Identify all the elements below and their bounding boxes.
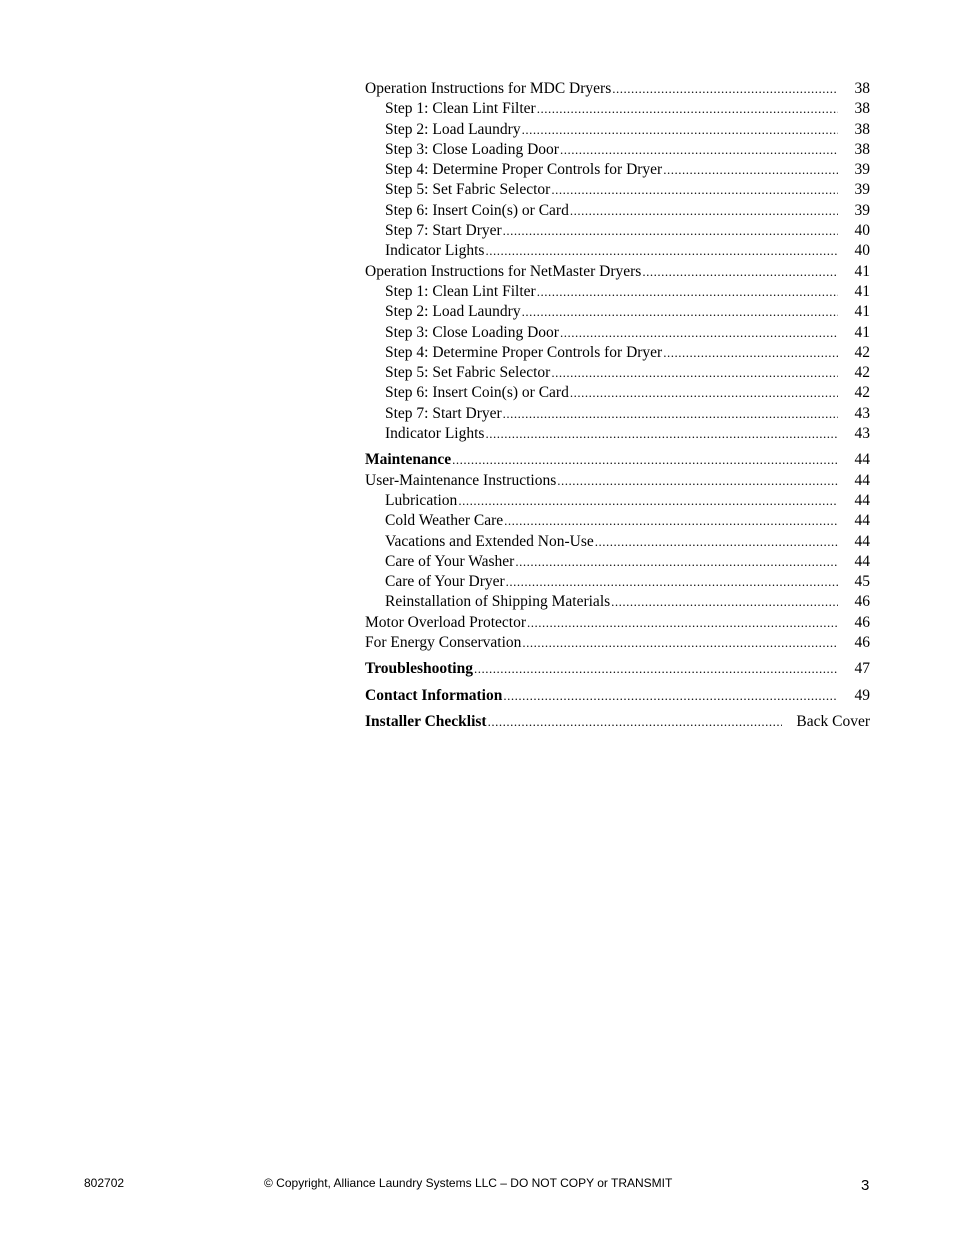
- toc-entry-page: 41: [854, 303, 870, 321]
- toc-dot-leader: [560, 140, 838, 160]
- toc-dot-leader: [474, 659, 838, 679]
- toc-entry[interactable]: [365, 572, 870, 592]
- toc-dot-leader: [551, 180, 838, 200]
- toc-entry-page: 42: [854, 384, 870, 402]
- toc-entry-page: 39: [854, 161, 870, 179]
- toc-dot-leader: [663, 160, 838, 180]
- toc-entry-page: 40: [854, 242, 870, 260]
- toc-entry-page: 43: [854, 425, 870, 443]
- toc-entry-title: Step 6: Insert Coin(s) or Card: [385, 201, 569, 219]
- toc-entry-title: Step 7: Start Dryer: [385, 222, 502, 240]
- toc-entry-title: Motor Overload Protector: [365, 613, 526, 631]
- toc-entry-page: 39: [854, 201, 870, 219]
- toc-entry[interactable]: [365, 592, 870, 612]
- toc-entry-page: 46: [854, 634, 870, 652]
- toc-entry[interactable]: [365, 343, 870, 363]
- toc-dot-leader: [570, 201, 838, 221]
- toc-dot-leader: [458, 491, 838, 511]
- toc-entry-title: Care of Your Dryer: [385, 573, 505, 591]
- table-of-contents: [365, 79, 870, 732]
- toc-entry[interactable]: [365, 282, 870, 302]
- toc-dot-leader: [522, 302, 838, 322]
- toc-dot-leader: [663, 343, 838, 363]
- toc-entry[interactable]: [365, 262, 870, 282]
- toc-entry-page: 41: [854, 323, 870, 341]
- toc-entry-title: Step 1: Clean Lint Filter: [385, 282, 536, 300]
- toc-entry-page: Back Cover: [796, 712, 870, 730]
- toc-entry-title: Vacations and Extended Non-Use: [385, 532, 594, 550]
- toc-entry-title: Step 5: Set Fabric Selector: [385, 181, 551, 199]
- toc-dot-leader: [503, 404, 838, 424]
- toc-entry[interactable]: [365, 180, 870, 200]
- toc-entry-page: 38: [854, 120, 870, 138]
- toc-entry-page: 44: [854, 512, 870, 530]
- toc-entry-page: 44: [854, 471, 870, 489]
- toc-dot-leader: [488, 712, 783, 732]
- toc-entry-title: Step 2: Load Laundry: [385, 303, 521, 321]
- toc-entry-title: User-Maintenance Instructions: [365, 471, 557, 489]
- toc-entry-title: Step 2: Load Laundry: [385, 120, 521, 138]
- toc-entry-page: 38: [854, 100, 870, 118]
- toc-entry-title: Reinstallation of Shipping Materials: [385, 593, 611, 611]
- toc-entry-page: 46: [854, 613, 870, 631]
- toc-entry-title: Step 1: Clean Lint Filter: [385, 100, 536, 118]
- document-number: 802702: [84, 1176, 125, 1190]
- toc-dot-leader: [612, 79, 838, 99]
- toc-entry[interactable]: [365, 491, 870, 511]
- toc-entry[interactable]: [365, 302, 870, 322]
- toc-dot-leader: [595, 532, 838, 552]
- toc-entry-title: Contact Information: [365, 686, 503, 704]
- toc-entry[interactable]: [365, 686, 870, 706]
- toc-entry[interactable]: [365, 552, 870, 572]
- toc-entry[interactable]: [365, 532, 870, 552]
- toc-entry-page: 41: [854, 282, 870, 300]
- toc-entry[interactable]: [365, 241, 870, 261]
- toc-dot-leader: [503, 686, 838, 706]
- toc-entry[interactable]: [365, 79, 870, 99]
- toc-entry-title: Operation Instructions for MDC Dryers: [365, 80, 612, 97]
- toc-entry[interactable]: [365, 424, 870, 444]
- toc-entry-page: 39: [854, 181, 870, 199]
- toc-entry[interactable]: [365, 511, 870, 531]
- toc-entry-page: 40: [854, 222, 870, 240]
- toc-dot-leader: [537, 99, 838, 119]
- toc-dot-leader: [570, 383, 838, 403]
- toc-dot-leader: [557, 471, 838, 491]
- toc-entry-title: Indicator Lights: [385, 242, 485, 260]
- toc-dot-leader: [527, 613, 838, 633]
- toc-entry-page: 41: [854, 262, 870, 280]
- toc-dot-leader: [522, 120, 838, 140]
- toc-entry[interactable]: [365, 120, 870, 140]
- toc-entry-title: Cold Weather Care: [385, 512, 504, 530]
- toc-dot-leader: [504, 511, 838, 531]
- toc-entry[interactable]: [365, 659, 870, 679]
- toc-dot-leader: [485, 241, 838, 261]
- toc-dot-leader: [515, 552, 838, 572]
- toc-entry-page: 38: [854, 140, 870, 158]
- toc-dot-leader: [642, 262, 838, 282]
- toc-entry-page: 38: [854, 80, 870, 97]
- toc-entry-title: Care of Your Washer: [385, 552, 515, 570]
- toc-entry-page: 47: [854, 660, 870, 678]
- toc-entry-page: 43: [854, 404, 870, 422]
- toc-entry[interactable]: [365, 471, 870, 491]
- toc-entry-title: Step 6: Insert Coin(s) or Card: [385, 384, 569, 402]
- toc-entry[interactable]: [365, 363, 870, 383]
- toc-entry[interactable]: [365, 99, 870, 119]
- toc-entry-page: 46: [854, 593, 870, 611]
- toc-entry-page: 44: [854, 491, 870, 509]
- toc-entry[interactable]: [365, 712, 870, 732]
- toc-entry-title: Lubrication: [385, 491, 458, 509]
- toc-entry-title: Troubleshooting: [365, 660, 473, 678]
- toc-entry-page: 44: [854, 532, 870, 550]
- toc-entry-page: 42: [854, 343, 870, 361]
- toc-dot-leader: [560, 323, 838, 343]
- toc-entry-title: Step 7: Start Dryer: [385, 404, 502, 422]
- copyright-notice: © Copyright, Alliance Laundry Systems LLC – DO NOT COPY or TRANSMIT: [264, 1176, 673, 1190]
- toc-entry-title: For Energy Conservation: [365, 634, 522, 652]
- toc-entry[interactable]: [365, 221, 870, 241]
- toc-entry[interactable]: [365, 160, 870, 180]
- toc-dot-leader: [452, 450, 838, 470]
- toc-dot-leader: [485, 424, 838, 444]
- toc-entry-title: Step 4: Determine Proper Controls for Dryer: [385, 343, 663, 361]
- toc-entry[interactable]: [365, 450, 870, 470]
- toc-entry-page: 45: [854, 573, 870, 591]
- toc-entry[interactable]: [365, 404, 870, 424]
- page-number: 3: [861, 1177, 870, 1194]
- toc-dot-leader: [551, 363, 838, 383]
- toc-entry-title: Step 5: Set Fabric Selector: [385, 364, 551, 382]
- toc-entry-title: Indicator Lights: [385, 425, 485, 443]
- toc-entry[interactable]: [365, 140, 870, 160]
- toc-entry[interactable]: [365, 201, 870, 221]
- toc-entry-title: Step 3: Close Loading Door: [385, 323, 559, 341]
- toc-entry[interactable]: [365, 323, 870, 343]
- toc-entry-title: Operation Instructions for NetMaster Dryers: [365, 262, 642, 280]
- toc-entry-page: 49: [854, 686, 870, 704]
- toc-dot-leader: [506, 572, 838, 592]
- toc-dot-leader: [522, 633, 838, 653]
- toc-entry-page: 44: [854, 451, 870, 469]
- toc-entry-title: Step 4: Determine Proper Controls for Dryer: [385, 161, 663, 179]
- toc-entry-title: Step 3: Close Loading Door: [385, 140, 559, 158]
- toc-dot-leader: [537, 282, 838, 302]
- toc-dot-leader: [503, 221, 838, 241]
- toc-entry[interactable]: [365, 633, 870, 653]
- toc-entry-page: 44: [854, 552, 870, 570]
- toc-entry[interactable]: [365, 383, 870, 403]
- toc-entry[interactable]: [365, 613, 870, 633]
- toc-entry-page: 42: [854, 364, 870, 382]
- toc-entry-title: Installer Checklist: [365, 712, 487, 730]
- toc-entry-title: Maintenance: [365, 451, 452, 469]
- toc-dot-leader: [611, 592, 838, 612]
